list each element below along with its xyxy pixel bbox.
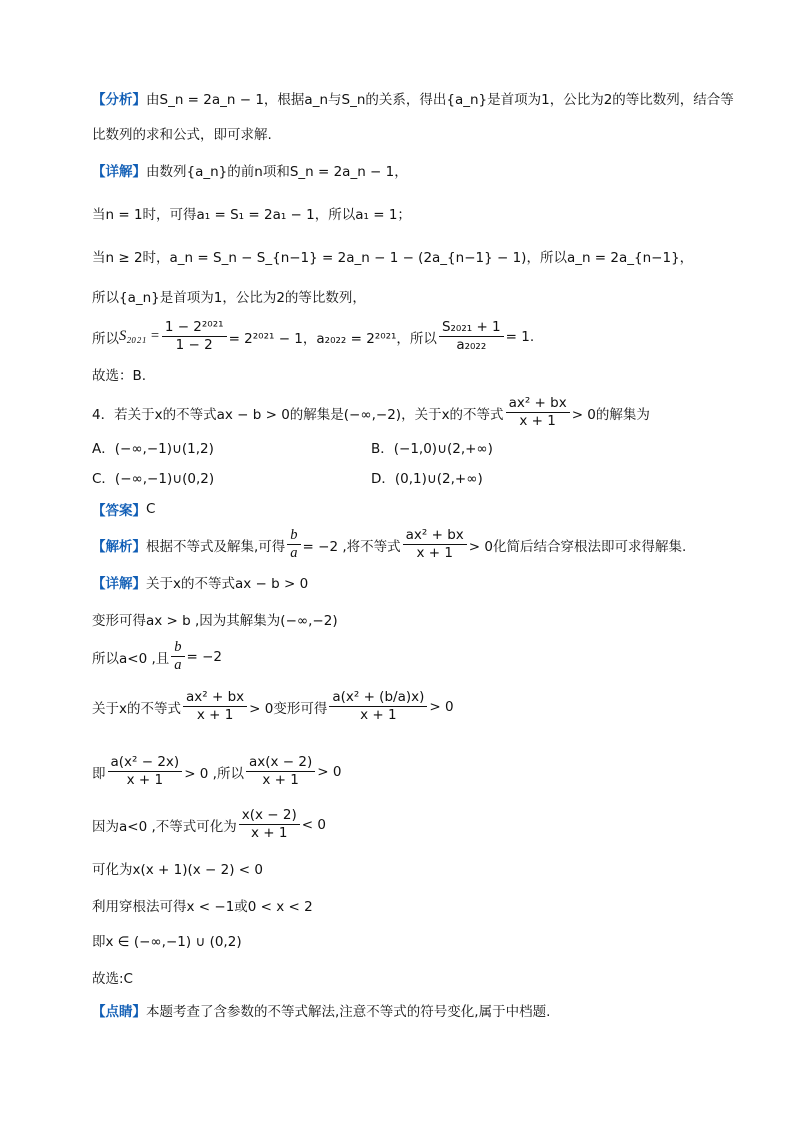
detail-text-2: 当n = 1时，可得a₁ = S₁ = 2a₁ − 1，所以a₁ = 1； (92, 207, 411, 223)
q4-stem-post: > 0的解集为 (571, 406, 650, 423)
xiangjie-fraction-4b (329, 690, 427, 723)
xiangjie-fraction-5b-den: x + 1 (262, 772, 299, 788)
q4-jiexi (92, 528, 686, 561)
option-b: B．(−1,0)∪(2,+∞) (371, 441, 493, 457)
xiangjie-fraction-6-den: x + 1 (251, 825, 288, 841)
analysis-line-2 (92, 123, 272, 143)
detail-sum-label: S₂₀₂₁ = (119, 328, 160, 344)
xiangjie-fraction-5b-num: ax(x − 2) (246, 755, 315, 772)
xiangjie-line-1 (92, 572, 308, 592)
xiangjie-line-2 (92, 609, 338, 629)
xiangjie-text-3-post: = −2 (186, 648, 223, 665)
xiangjie-line-8 (92, 895, 313, 915)
q4-answer (92, 499, 155, 519)
xiangjie-line-7 (92, 858, 263, 878)
detail-fraction-1 (162, 320, 227, 353)
xiangjie-line-5 (92, 755, 341, 788)
xiangjie-text-4-mid: > 0变形可得 (249, 700, 328, 717)
jiexi-fraction-1 (287, 528, 300, 561)
detail-text-4: 所以{a_n}是首项为1，公比为2的等比数列， (92, 290, 366, 306)
xiangjie-fraction-4a-den: x + 1 (196, 707, 234, 723)
xiangjie-text-8: 利用穿根法可得x < −1或0 < x < 2 (92, 899, 313, 915)
jiexi-fraction-1-den: a (290, 545, 298, 561)
q4-stem-pre: 4．若关于x的不等式ax − b > 0的解集是(−∞,−2)，关于x的不等式 (92, 406, 504, 423)
detail-line-3 (92, 246, 693, 266)
analysis-tag: 【分析】 (92, 92, 146, 108)
xiangjie-text-2: 变形可得ax > b ,因为其解集为(−∞,−2) (92, 613, 338, 629)
detail-line-5 (92, 320, 534, 353)
dianjing-line (92, 1000, 550, 1020)
q4-stem-fraction-num: ax² + bx (506, 396, 570, 413)
jiexi-fraction-2-den: x + 1 (416, 545, 453, 561)
xiangjie-fraction-5a-num: a(x² − 2x) (108, 755, 183, 772)
xiangjie-fraction-4b-den: x + 1 (360, 707, 397, 723)
xiangjie-text-3-pre: 所以a<0 ,且 (92, 650, 170, 667)
xiangjie-text-5-pre: 即 (92, 765, 106, 782)
xiangjie-text-6-pre: 因为a<0 ,不等式可化为 (92, 818, 237, 835)
answer-value: C (146, 501, 156, 517)
detail-line-2 (92, 203, 411, 223)
jiexi-fraction-2 (403, 528, 467, 561)
detail-fraction-1-num: 1 − 2²⁰²¹ (162, 320, 227, 337)
dianjing-tag: 【点睛】 (92, 1004, 146, 1020)
detail-text-5-end: = 1. (505, 328, 535, 345)
xiangjie-line-10 (92, 967, 133, 987)
xiangjie-line-9 (92, 930, 242, 950)
analysis-text-2: 比数列的求和公式，即可求解. (92, 127, 272, 143)
answer-tag: 【答案】 (92, 503, 146, 519)
detail-text-1: 由数列{a_n}的前n项和S_n = 2a_n − 1， (146, 164, 408, 180)
xiangjie-fraction-4b-num: a(x² + (b/a)x) (329, 690, 427, 707)
detail-text-3: 当n ≥ 2时，a_n = S_n − S_{n−1} = 2a_n − 1 − (2a_{n−1} − 1)，所以a_n = 2a_{n−1}， (92, 250, 694, 266)
xiangjie-line-4 (92, 690, 454, 723)
xiangjie-text-10: 故选:C (92, 971, 133, 987)
jiexi-mid: = −2 ,将不等式 (302, 538, 401, 555)
detail-fraction-2-den: a₂₀₂₂ (456, 337, 487, 353)
jiexi-fraction-1-num: b (287, 528, 300, 545)
jiexi-tag: 【解析】 (92, 538, 146, 555)
xiangjie-text-4-post: > 0 (429, 698, 454, 715)
xiangjie-fraction-4a-num: ax² + bx (183, 690, 247, 707)
analysis-line-1 (92, 88, 734, 108)
jiexi-fraction-2-num: ax² + bx (403, 528, 467, 545)
detail-tag: 【详解】 (92, 164, 146, 180)
xiangjie-fraction-6 (239, 808, 300, 841)
dianjing-text: 本题考查了含参数的不等式解法,注意不等式的符号变化,属于中档题. (146, 1004, 551, 1020)
xiangjie-fraction-5a-den: x + 1 (126, 772, 164, 788)
xiangjie-fraction-3-den: a (174, 657, 182, 673)
xiangjie-text-1: 关于x的不等式ax − b > 0 (146, 576, 309, 592)
xiangjie-line-3 (92, 640, 222, 673)
detail-line-1 (92, 160, 408, 180)
xiangjie-text-9: 即x ∈ (−∞,−1) ∪ (0,2) (92, 934, 242, 950)
xiangjie-text-5-mid: > 0 ,所以 (184, 765, 244, 782)
xiangjie-text-4-pre: 关于x的不等式 (92, 700, 181, 717)
detail-text-5-pre: 所以 (92, 330, 119, 347)
xiangjie-fraction-5a (108, 755, 183, 788)
xiangjie-text-6-post: < 0 (301, 816, 326, 833)
xiangjie-fraction-5b (246, 755, 315, 788)
analysis-text-1: 由S_n = 2a_n − 1，根据a_n与S_n的关系，得出{a_n}是首项为1，公比为2的等比数列，结合等 (146, 92, 734, 108)
q4-stem-fraction (506, 396, 570, 429)
q4-stem (92, 396, 650, 429)
xiangjie-fraction-3 (171, 640, 184, 673)
xiangjie-text-5-post: > 0 (317, 763, 342, 780)
q4-stem-fraction-den: x + 1 (519, 413, 556, 429)
xiangjie-line-6 (92, 808, 326, 841)
detail-answer-text: 故选：B. (92, 368, 147, 384)
detail-fraction-2 (439, 320, 504, 353)
detail-fraction-1-den: 1 − 2 (175, 337, 213, 353)
xiangjie-tag: 【详解】 (92, 576, 146, 592)
jiexi-post: > 0化简后结合穿根法即可求得解集. (468, 538, 687, 555)
option-d: D．(0,1)∪(2,+∞) (371, 471, 483, 487)
xiangjie-fraction-3-num: b (171, 640, 184, 657)
xiangjie-fraction-4a (183, 690, 247, 723)
option-c: C．(−∞,−1)∪(0,2) (92, 471, 215, 487)
detail-text-5-mid: = 2²⁰²¹ − 1，a₂₀₂₂ = 2²⁰²¹，所以 (228, 330, 437, 347)
xiangjie-text-7: 可化为x(x + 1)(x − 2) < 0 (92, 862, 263, 878)
xiangjie-fraction-6-num: x(x − 2) (239, 808, 300, 825)
jiexi-pre: 根据不等式及解集,可得 (146, 538, 286, 555)
detail-fraction-2-num: S₂₀₂₁ + 1 (439, 320, 504, 337)
detail-line-4 (92, 286, 366, 306)
detail-answer (92, 364, 146, 384)
option-a: A．(−∞,−1)∪(1,2) (92, 441, 214, 457)
